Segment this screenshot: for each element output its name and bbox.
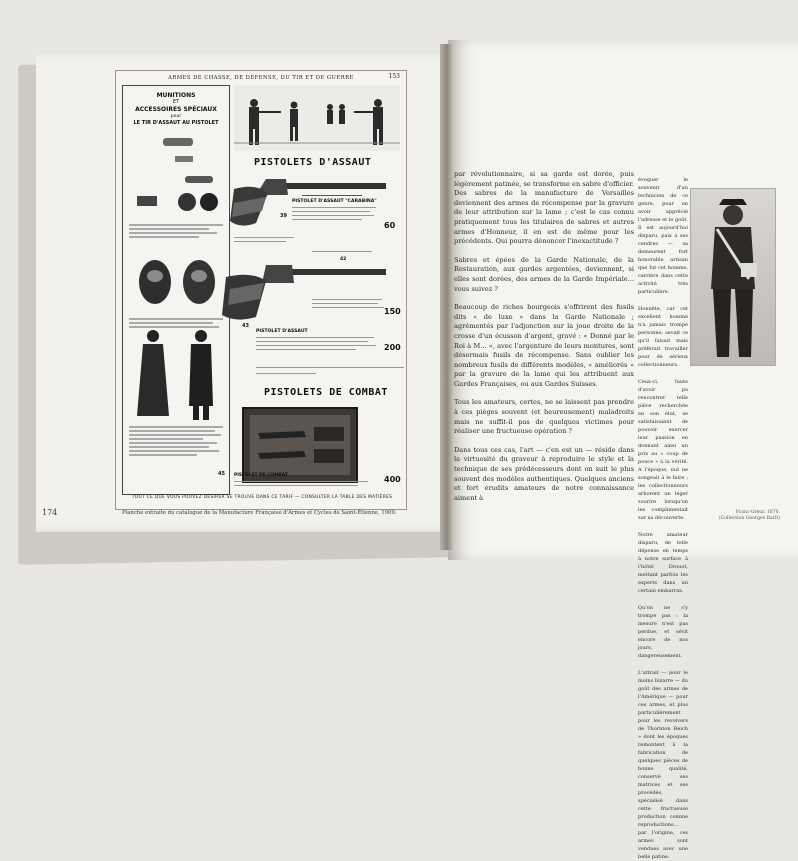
paragraph: par révolutionnaire, si sa garde est dorée, puis légèrement patinée, se transforme en sabre d'officier. Des sabres de la manufacture de Versailles deviennent des armes de récompense par la gravure de leur attribution sur la lame ; c'est le cas connu pratiquement tous les titulaires de sabres et autres armes d'Honneur, il en est de même pour les précédents. Qui pourra dénoncer l'inexactitude ? (454, 170, 635, 246)
price-400: 400 (384, 475, 401, 484)
plate-header: ARMES DE CHASSE, DE DÉFENSE, DU TIR ET DE GUERRE (168, 75, 354, 81)
pistol-case (242, 407, 358, 483)
plate-page-number: 153 (388, 73, 400, 80)
combat-pistol-label: PISTOLET DE COMBAT (234, 473, 288, 478)
ref-42: 42 (340, 257, 347, 262)
left-page-number: 174 (42, 508, 58, 517)
photo-caption: Franc-tireur, 1870. (Collection Georges Barit) (718, 510, 780, 521)
ref-39: 39 (280, 213, 287, 219)
paragraph: Notre amateur disparu, de telle dépense en temps à notre surface à l'hôtel Drouot, mettant parfois les experts dans un certain embarras. (638, 532, 688, 594)
paragraph: Tous les amateurs, certes, ne se laissent pas prendre à ces pièges souvent (et heureusement) maladroits mais ne suffit-il pas de quelques victimes pour réaliser une fructueuse opération ? (454, 398, 634, 436)
assault-section-title: PISTOLETS D'ASSAUT (254, 157, 372, 168)
soldier-photograph (690, 188, 776, 366)
price-60: 60 (384, 221, 396, 230)
paragraph: Sabres et épées de la Garde Nationale, de la Restauration, aux gardes argentées, deviennent, si elles sont dorées, des armes de la Garde Impériale... vous suivez ? (454, 255, 634, 293)
paragraph: Honnête, car cet excellent homme n'a jamais trompé personne, savait ce qu'il faisait mais préférait travailler pour de sérieux collectionneurs. (638, 306, 688, 368)
plate-footer: TOUT CE QUE VOUS POUVEZ DÉSIRER SE TROUVE DANS CE TARIF — CONSULTER LA TABLE DES MATIÈRES (131, 495, 393, 500)
duel-illustration (234, 85, 400, 151)
munitions-box (122, 85, 230, 495)
right-column-2 (638, 176, 688, 860)
munitions-title: MUNITIONS ET ACCESSOIRES SPÉCIAUX pour LE TIR D'ASSAUT AU PISTOLET (133, 92, 219, 126)
paragraph: évoquer le souvenir d'un technicien de ce genre, pour en avoir apprécié l'adresse et le goût. Il est aujourd'hui disparu, paix à ses cendres — sa demeurent fort honorable artisan que fut cet homme, carrière dans cette activité très particulière. (638, 177, 688, 295)
price-200: 200 (384, 343, 401, 352)
book-gutter (440, 44, 454, 550)
munitions-illustrations (123, 86, 229, 494)
paragraph: Ceux-ci, faute d'avoir pu rencontrer telle pièce recherchée en son état, se satisfaisaient de pouvoir exercer leur passion en donnant ainsi un prix au « coup de pouce » à la vérité. A l'époque, nul ne songeait à le faire ; les collectionneurs arborent un léger sourire lorsqu'on les complimentait sur sa découverte. (638, 379, 688, 521)
plate-caption: Planche extraite du catalogue de la Manufacture Française d'Armes et Cycles de Saint-Étienne, 1909. (122, 510, 397, 516)
assault-pistol-label: PISTOLET D'ASSAUT (256, 329, 308, 334)
ref-43: 43 (242, 323, 249, 329)
price-150: 150 (384, 307, 401, 316)
carabina-label: PISTOLET D'ASSAUT "CARABINA" (292, 199, 377, 204)
combat-section-title: PISTOLETS DE COMBAT (264, 387, 388, 398)
ref-45: 45 (218, 471, 225, 477)
paragraph: Dans tous ces cas, l'art — c'en est un — réside dans la virtuosité du graveur à reproduire le style et la technique de ses prédécesseurs dont on suit le plus souvent des modèles authentiques. Quelques anciens et fort érudits amateurs de notre connaissance aiment à (454, 445, 634, 502)
paragraph: L'attrait — pour le moins bizarre — du goût des armes de l'Amérique — pour ces armes, et plus particulièrement pour les revolvers de Thornton Reich » dont les époques remontent à la fabrication de quelques pièces de bonne qualité, conservé ses matrices et ses procédés, spécialisé dans cette fructueuse production comme reproductions... par l'origine, ces armes sont vendues avec une belle patine. (638, 670, 688, 860)
paragraph: Beaucoup de riches bourgeois s'offrirent des fusils dits « de luxe » dans la Garde Nationale ; agrémentés par l'adjonction sur la joue droite de la crosse d'un écusson d'argent, gravé : « Donné par le Roi à M... », avec l'argenture de leurs montures, sont désormais fusils de récompense. Sans oublier les nombreux fusils de différents modèles, « améliorés » par la gravure de la lame qui les attribuent aux Gardes Françaises, ou aux Gardes Suisses. (454, 303, 634, 388)
paragraph: Qu'on ne s'y trompe pas : la mesure n'est pas perdue, et sévit encore de nos jours, dangereusement. (638, 605, 688, 659)
catalogue-plate (115, 70, 407, 510)
right-column-1 (454, 170, 634, 512)
